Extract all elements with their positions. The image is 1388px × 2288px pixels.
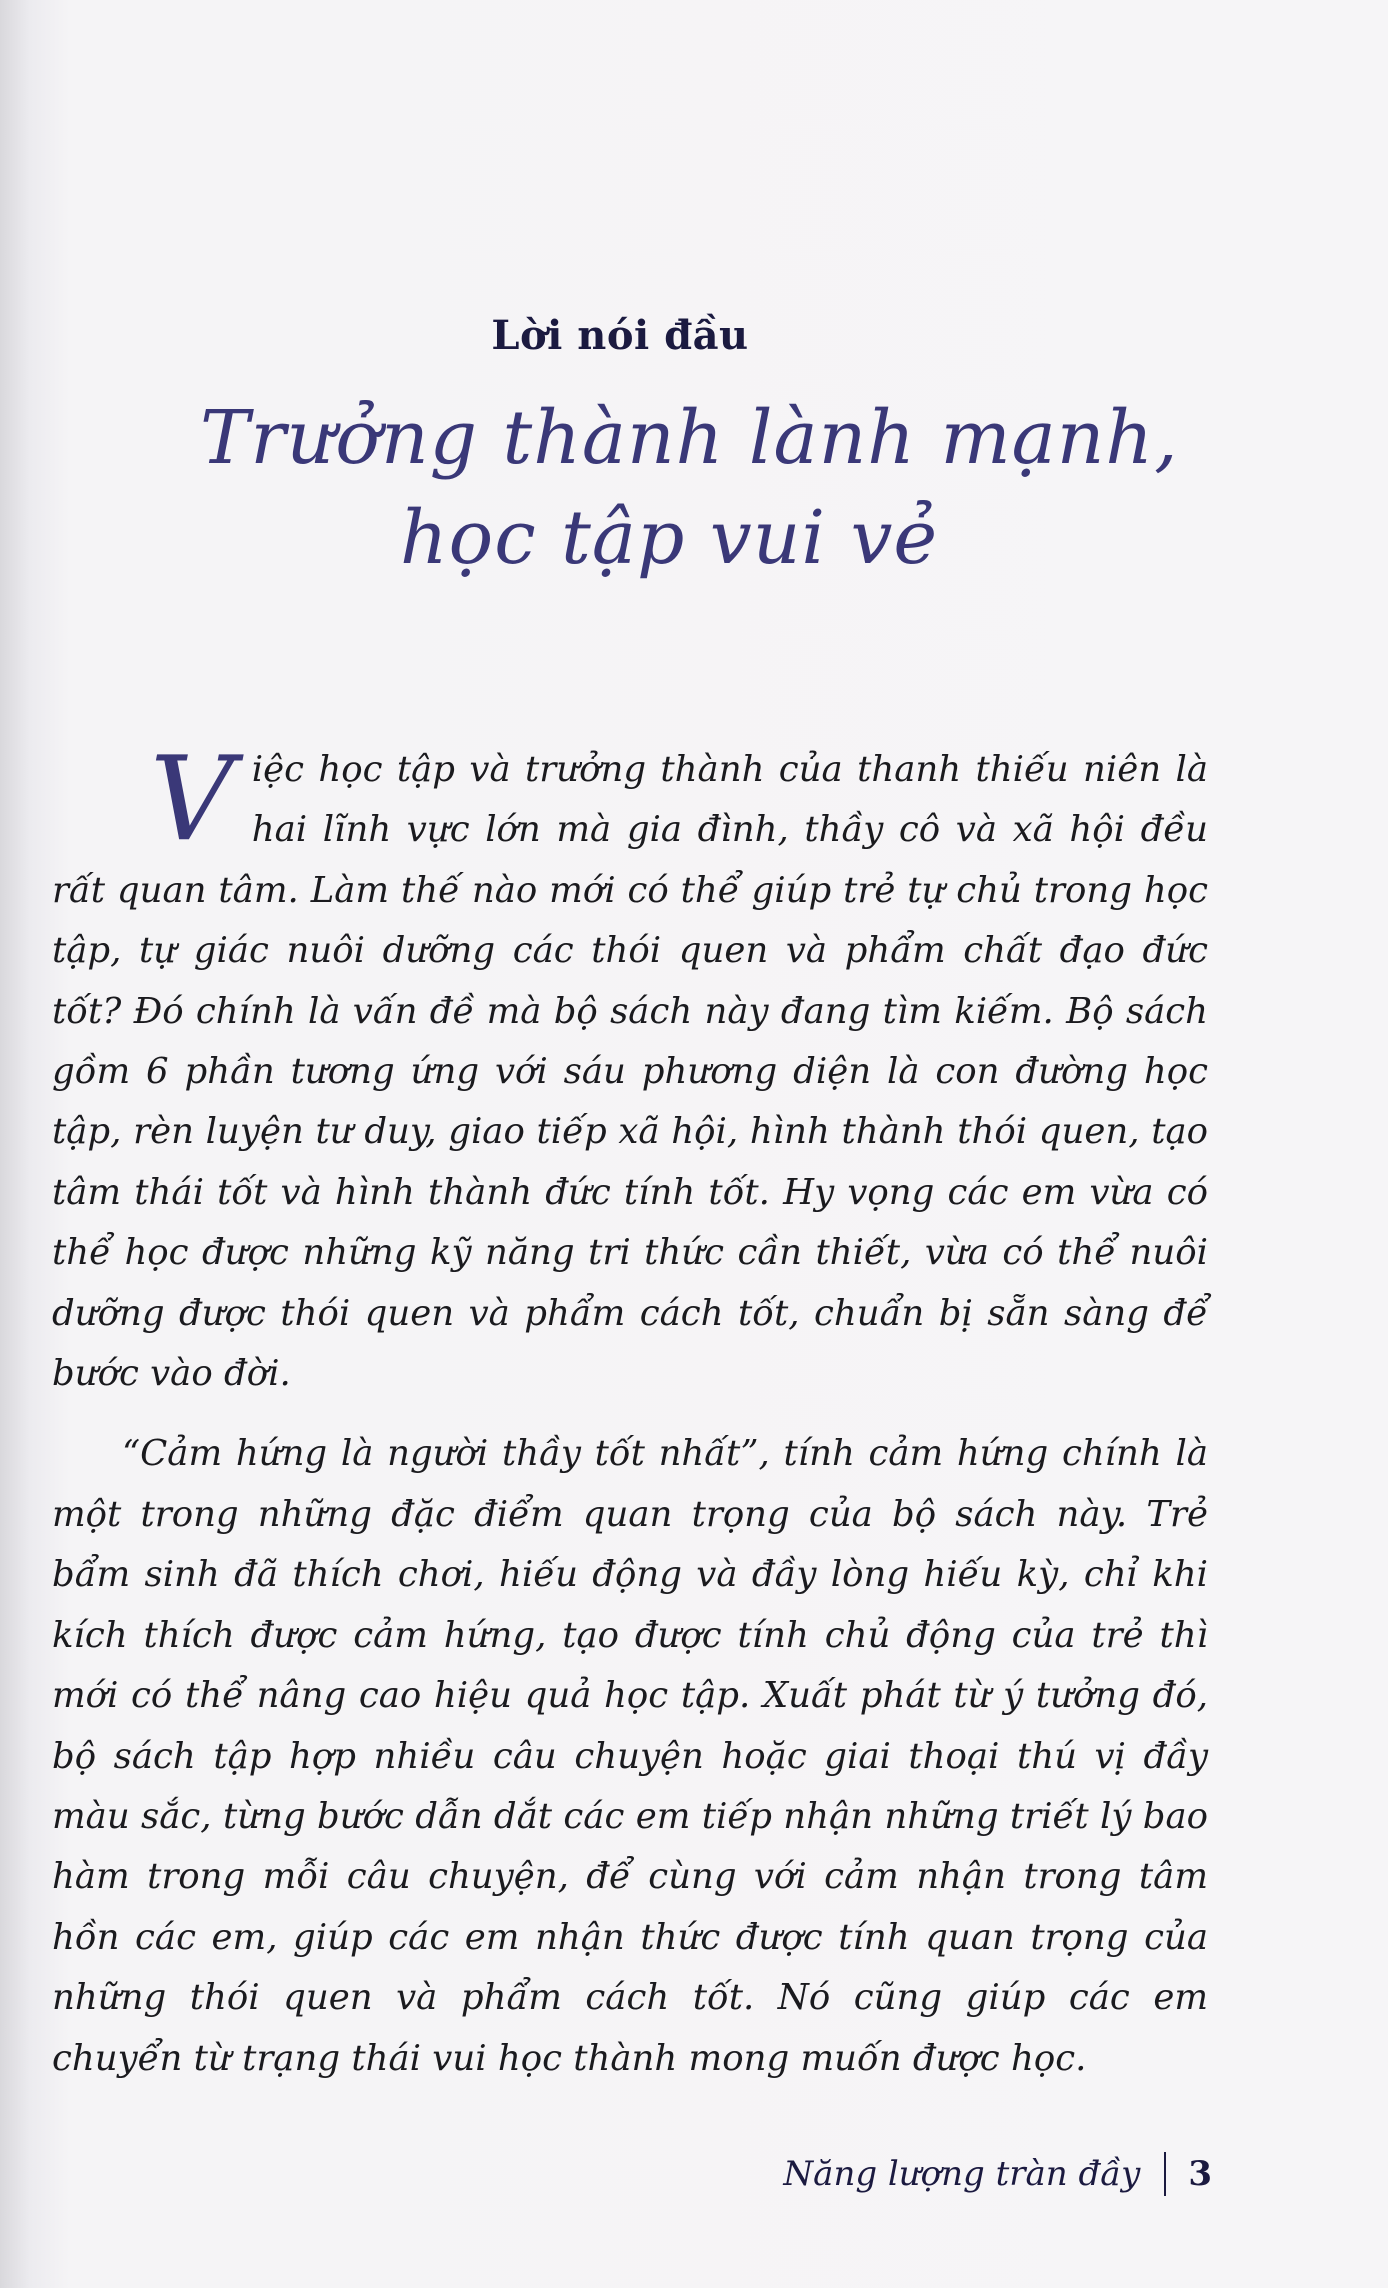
footer-divider <box>1164 2152 1166 2196</box>
section-heading: Lời nói đầu <box>491 312 749 359</box>
running-footer-title: Năng lượng tràn đầy <box>783 2154 1141 2194</box>
title-line-1: Trưởng thành lành mạnh, <box>200 395 1179 481</box>
paragraph-2: “Cảm hứng là người thầy tốt nhất”, tính cảm hứng chính là một trong những đặc điểm quan trọng của bộ sách này. Trẻ bẩm sinh đã thích chơi, hiếu động và đầy lòng hiếu kỳ, chỉ khi kích thích được cảm hứng, tạo được tính chủ động của trẻ thì mới có thể nâng cao hiệu quả học tập. Xuất phát từ ý tưởng đó, bộ sách tập hợp nhiều câu chuyện hoặc giai thoại thú vị đầy màu sắc, từng bước dẫn dắt các em tiếp nhận những triết lý bao hàm trong mỗi câu chuyện, để cùng với cảm nhận trong tâm hồn các em, giúp các em nhận thức được tính quan trọng của những thói quen và phẩm cách tốt. Nó cũng giúp các em chuyển từ trạng thái vui học thành mong muốn được học. <box>52 1433 1208 2079</box>
page-number: 3 <box>1188 2154 1212 2194</box>
body-text <box>52 732 1208 2089</box>
paragraph-1-text: iệc học tập và trưởng thành của thanh thiếu niên là hai lĩnh vực lớn mà gia đình, thầy cô và xã hội đều rất quan tâm. Làm thế nào mới có thể giúp trẻ tự chủ trong học tập, tự giác nuôi dưỡng các thói quen và phẩm chất đạo đức tốt? Đó chính là vấn đề mà bộ sách này đang tìm kiếm. Bộ sách gồm 6 phần tương ứng với sáu phương diện là con đường học tập, rèn luyện tư duy, giao tiếp xã hội, hình thành thói quen, tạo tâm thái tốt và hình thành đức tính tốt. Hy vọng các em vừa có thể học được những kỹ năng tri thức cần thiết, vừa có thể nuôi dưỡng được thói quen và phẩm cách tốt, chuẩn bị sẵn sàng để bước vào đời. <box>52 749 1208 1395</box>
title-line-2: học tập vui vẻ <box>400 495 939 581</box>
drop-cap: V <box>150 732 234 867</box>
paragraph-1 <box>52 732 1208 1404</box>
page-footer <box>783 2152 1212 2196</box>
